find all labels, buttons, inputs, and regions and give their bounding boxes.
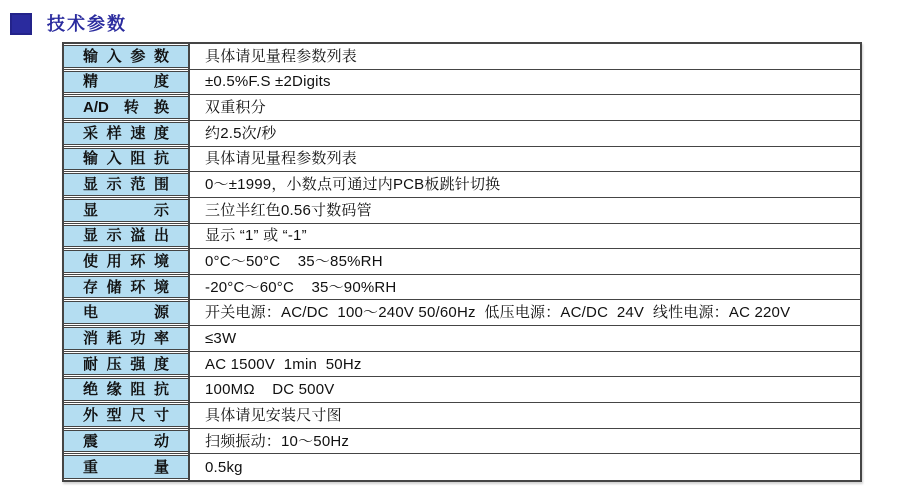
spec-value: 扫频振动：10～50Hz — [205, 432, 350, 450]
spec-row — [64, 147, 860, 173]
spec-value: 0.5kg — [205, 458, 243, 476]
spec-value-cell — [188, 275, 860, 300]
spec-row — [64, 377, 860, 403]
spec-label-cell — [64, 71, 188, 94]
spec-label-cell — [64, 96, 188, 119]
spec-value-cell — [188, 147, 860, 172]
spec-label-cell — [64, 122, 188, 145]
spec-label: 电 源 — [83, 304, 169, 322]
spec-value: 100MΩ DC 500V — [205, 381, 335, 399]
spec-row — [64, 403, 860, 429]
spec-value-cell — [188, 352, 860, 377]
spec-label-cell — [64, 430, 188, 453]
spec-value-cell — [188, 429, 860, 454]
spec-value: 具体请见量程参数列表 — [205, 47, 358, 65]
spec-row — [64, 352, 860, 378]
spec-value-cell — [188, 224, 860, 249]
spec-label: 存储环境 — [83, 278, 169, 296]
spec-row — [64, 95, 860, 121]
square-bullet-icon — [10, 13, 32, 35]
spec-label-cell — [64, 45, 188, 68]
spec-row — [64, 249, 860, 275]
spec-label: 显 示 — [83, 201, 169, 219]
spec-value-cell — [188, 403, 860, 428]
spec-label: 输入阻抗 — [83, 150, 169, 168]
spec-label: 显示溢出 — [83, 227, 169, 245]
spec-row — [64, 70, 860, 96]
spec-label-cell — [64, 301, 188, 324]
spec-label-cell — [64, 353, 188, 376]
spec-label: 使用环境 — [83, 252, 169, 270]
spec-label: 耐压强度 — [83, 355, 169, 373]
spec-row — [64, 224, 860, 250]
spec-row — [64, 121, 860, 147]
section-header — [10, 13, 127, 35]
spec-label-cell — [64, 276, 188, 299]
spec-label: 震 动 — [83, 432, 169, 450]
spec-row — [64, 429, 860, 455]
spec-value-cell — [188, 454, 860, 480]
spec-value-cell — [188, 70, 860, 95]
spec-label: 外型尺寸 — [83, 406, 169, 424]
spec-value: 约2.5次/秒 — [205, 124, 277, 142]
spec-value-cell — [188, 377, 860, 402]
spec-label-cell — [64, 404, 188, 427]
spec-label: 绝缘阻抗 — [83, 381, 169, 399]
spec-value: 显示 “1” 或 “-1” — [205, 227, 307, 245]
spec-label-cell — [64, 199, 188, 222]
spec-table — [62, 42, 862, 482]
spec-value: 0～±1999，小数点可通过内PCB板跳针切换 — [205, 176, 501, 194]
spec-value-cell — [188, 326, 860, 351]
spec-row — [64, 44, 860, 70]
spec-label-cell — [64, 455, 188, 479]
spec-row — [64, 300, 860, 326]
spec-label: 精 度 — [83, 73, 169, 91]
spec-value: AC 1500V 1min 50Hz — [205, 355, 362, 373]
spec-value-cell — [188, 44, 860, 69]
spec-label: 重 量 — [83, 458, 169, 476]
spec-value: 双重积分 — [205, 99, 266, 117]
spec-label-cell — [64, 250, 188, 273]
spec-value: 0°C～50°C 35～85%RH — [205, 252, 383, 270]
spec-label-cell — [64, 327, 188, 350]
spec-value: 开关电源：AC/DC 100～240V 50/60Hz 低压电源：AC/DC 24V 线性电源：AC 220V — [205, 304, 791, 322]
spec-value-cell — [188, 121, 860, 146]
spec-label: 输入参数 — [83, 47, 169, 65]
spec-label: A/D转换 — [83, 99, 169, 117]
spec-value: 三位半红色0.56寸数码管 — [205, 201, 372, 219]
spec-value-cell — [188, 95, 860, 120]
spec-value-cell — [188, 198, 860, 223]
spec-row — [64, 326, 860, 352]
spec-value-cell — [188, 249, 860, 274]
spec-label: 消耗功率 — [83, 329, 169, 347]
spec-value-cell — [188, 172, 860, 197]
spec-label: 采样速度 — [83, 124, 169, 142]
spec-label-cell — [64, 173, 188, 196]
spec-row — [64, 198, 860, 224]
spec-label: 显示范围 — [83, 176, 169, 194]
spec-row — [64, 172, 860, 198]
spec-row — [64, 275, 860, 301]
spec-label-cell — [64, 148, 188, 171]
spec-value: 具体请见安装尺寸图 — [205, 406, 342, 424]
section-title: 技术参数 — [47, 14, 127, 34]
spec-row — [64, 454, 860, 480]
spec-value: ≤3W — [205, 329, 237, 347]
spec-label-cell — [64, 378, 188, 401]
spec-value: ±0.5%F.S ±2Digits — [205, 73, 331, 91]
spec-value: -20°C～60°C 35～90%RH — [205, 278, 397, 296]
spec-value: 具体请见量程参数列表 — [205, 150, 358, 168]
spec-label-cell — [64, 225, 188, 248]
spec-value-cell — [188, 300, 860, 325]
